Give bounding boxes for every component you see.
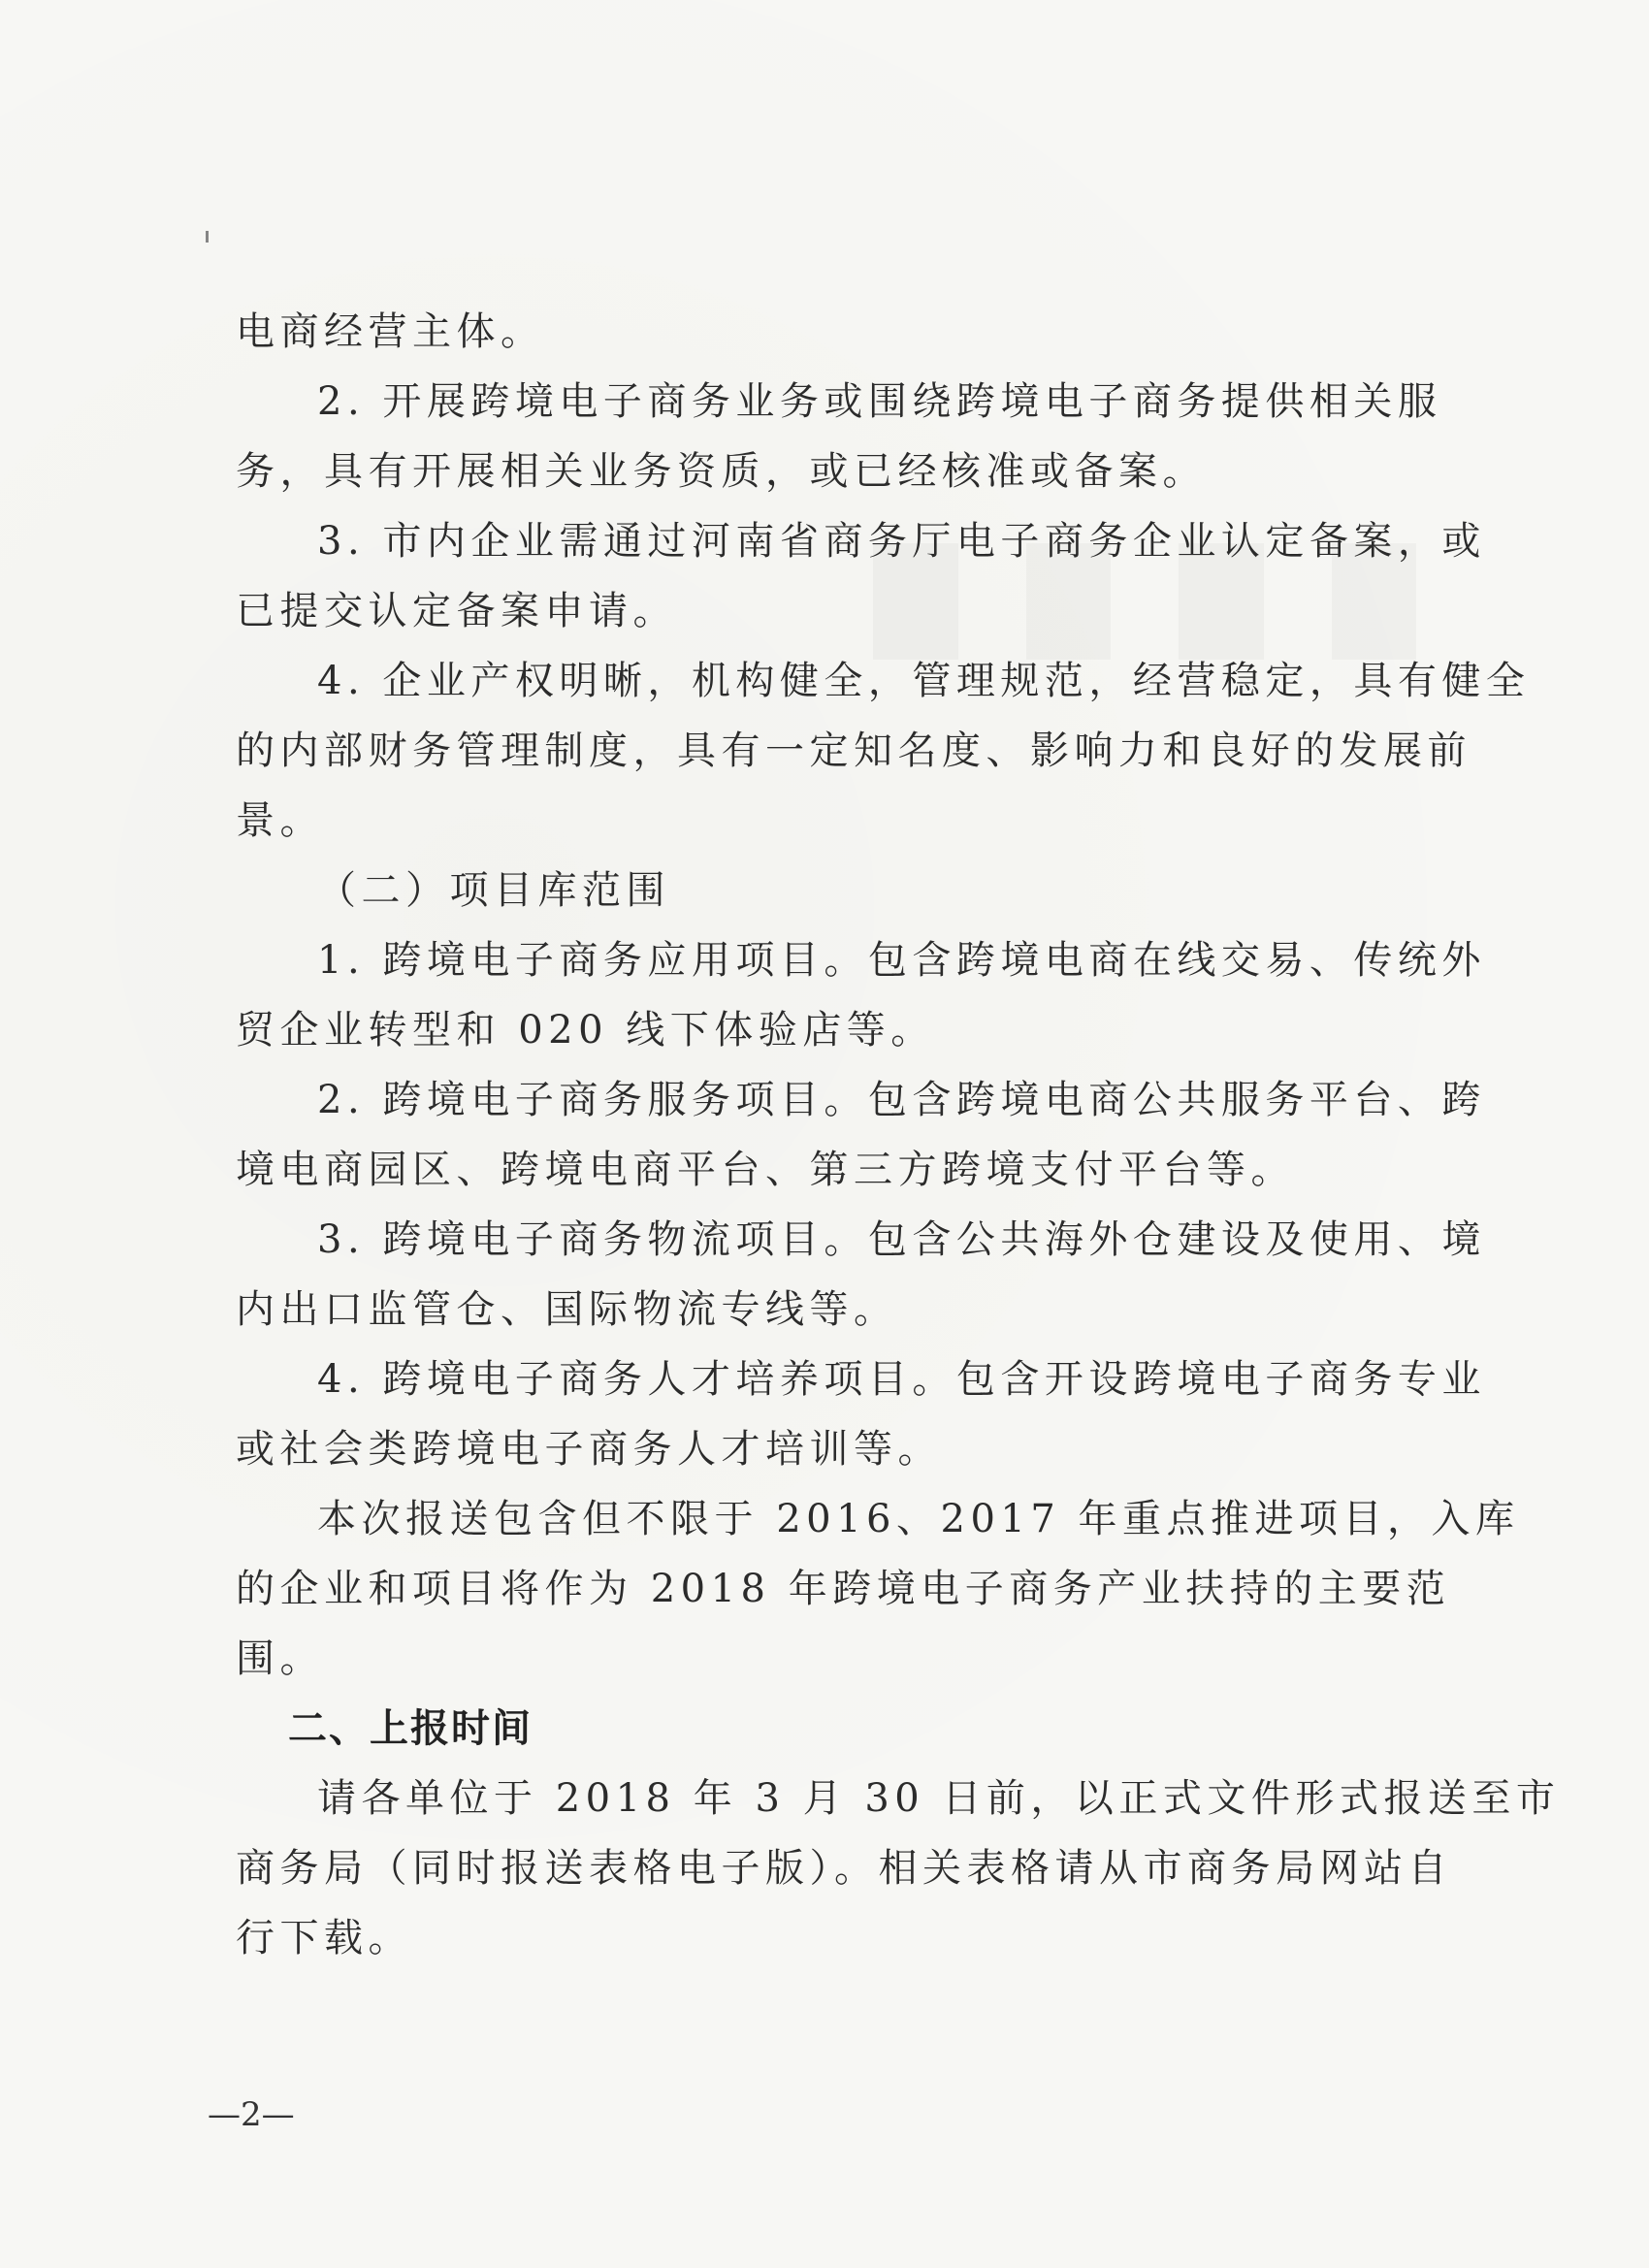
summary-paragraph-line-2: 的企业和项目将作为 2018 年跨境电子商务产业扶持的主要范	[236, 1567, 1451, 1611]
summary-paragraph-line-1: 本次报送包含但不限于 2016、2017 年重点推进项目，入库	[317, 1497, 1520, 1541]
scope-item-3-line-1: 3. 跨境电子商务物流项目。包含公共海外仓建设及使用、境	[317, 1217, 1486, 1262]
submission-paragraph-line-1: 请各单位于 2018 年 3 月 30 日前，以正式文件形式报送至市	[317, 1776, 1561, 1821]
submission-paragraph-line-3: 行下载。	[236, 1916, 412, 1960]
scope-item-3-line-2: 内出口监管仓、国际物流专线等。	[236, 1287, 898, 1332]
list-item-3-line-2: 已提交认定备案申请。	[236, 589, 677, 633]
scope-item-2-line-2: 境电商园区、跨境电商平台、第三方跨境支付平台等。	[236, 1148, 1295, 1192]
subsection-heading: （二）项目库范围	[317, 868, 670, 913]
scope-item-2-line-1: 2. 跨境电子商务服务项目。包含跨境电商公共服务平台、跨	[317, 1078, 1486, 1122]
section-heading: 二、上报时间	[288, 1706, 533, 1751]
list-item-2-line-1: 2. 开展跨境电子商务业务或围绕跨境电子商务提供相关服	[317, 379, 1442, 424]
paragraph-line: 电商经营主体。	[236, 309, 545, 354]
corner-mark	[206, 231, 209, 243]
page-number: —2—	[208, 2095, 295, 2134]
scope-item-4-line-1: 4. 跨境电子商务人才培养项目。包含开设跨境电子商务专业	[317, 1357, 1486, 1402]
scope-item-4-line-2: 或社会类跨境电子商务人才培训等。	[236, 1427, 942, 1472]
submission-paragraph-line-2: 商务局（同时报送表格电子版）。相关表格请从市商务局网站自	[236, 1846, 1452, 1891]
list-item-4-line-3: 景。	[236, 798, 324, 843]
summary-paragraph-line-3: 围。	[236, 1636, 324, 1681]
list-item-4-line-1: 4. 企业产权明晰，机构健全，管理规范，经营稳定，具有健全	[317, 659, 1531, 703]
document-body	[236, 297, 1561, 1973]
list-item-3-line-1: 3. 市内企业需通过河南省商务厅电子商务企业认定备案，或	[317, 519, 1486, 564]
scope-item-1-line-2: 贸企业转型和 020 线下体验店等。	[236, 1008, 935, 1053]
list-item-2-line-2: 务，具有开展相关业务资质，或已经核准或备案。	[236, 449, 1207, 494]
scope-item-1-line-1: 1. 跨境电子商务应用项目。包含跨境电商在线交易、传统外	[317, 938, 1486, 983]
list-item-4-line-2: 的内部财务管理制度，具有一定知名度、影响力和良好的发展前	[236, 729, 1471, 773]
